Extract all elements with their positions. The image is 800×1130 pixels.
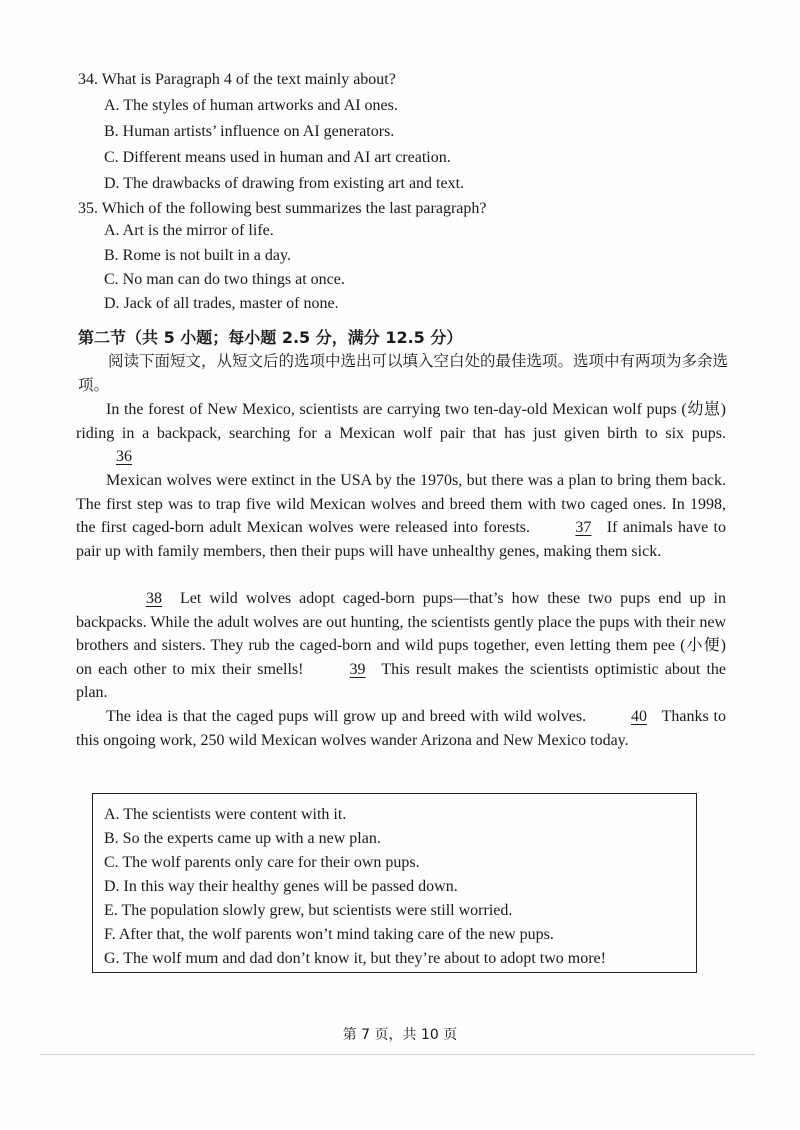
choice-b: B. So the experts came up with a new plan.: [104, 830, 381, 847]
choice-c: C. The wolf parents only care for their own pups.: [104, 854, 420, 871]
blank-36: 36: [116, 448, 132, 466]
passage-text: In the forest of New Mexico, scientists are carrying two ten-day-old Mexican wolf pups (幼崽) riding in a backpack, searching for a Mexican wolf pair that has just given birth to six pups.: [76, 401, 726, 442]
question-35-option-d: D. Jack of all trades, master of none.: [104, 295, 339, 312]
question-34-option-c: C. Different means used in human and AI art creation.: [104, 149, 451, 166]
passage-paragraph-4: [76, 705, 726, 752]
passage-paragraph-1: [76, 398, 726, 469]
choice-e: E. The population slowly grew, but scientists were still worried.: [104, 902, 513, 919]
choice-f: F. After that, the wolf parents won’t mind taking care of the new pups.: [104, 926, 554, 943]
passage-text: Let wild wolves adopt caged-born pups—that’s how these two pups end up in backpacks. While the adult wolves are out hunting, the scientists gently place the pups with their new brothers and sisters. They rub the caged-born and wild pups together, even letting them pee (小便) on each other to mix their smells!: [76, 590, 726, 678]
passage-text: This result makes the scientists optimistic about the plan.: [76, 660, 726, 702]
question-35-option-b: B. Rome is not built in a day.: [104, 247, 291, 264]
footer-divider: [40, 1054, 755, 1055]
question-34-option-b: B. Human artists’ influence on AI generators.: [104, 123, 395, 140]
section-instruction: 阅读下面短文，从短文后的选项中选出可以填入空白处的最佳选项。选项中有两项为多余选项。: [78, 352, 729, 394]
question-35-option-c: C. No man can do two things at once.: [104, 271, 345, 288]
blank-40: 40: [631, 708, 647, 725]
passage-text: Thanks to this ongoing work, 250 wild Mexican wolves wander Arizona and New Mexico today.: [76, 708, 727, 749]
passage-paragraph-2: [76, 469, 726, 563]
choice-g: G. The wolf mum and dad don’t know it, but they’re about to adopt two more!: [104, 950, 606, 967]
passage-text: If animals have to pair up with family members, then their pups will have unhealthy genes, making them sick.: [76, 519, 726, 560]
page-footer: 第 7 页，共 10 页: [342, 1027, 458, 1043]
question-35-stem: 35. Which of the following best summarizes the last paragraph?: [78, 200, 487, 217]
passage-paragraph-3: [76, 587, 726, 705]
choice-d: D. In this way their healthy genes will be passed down.: [104, 878, 458, 895]
blank-39: 39: [349, 660, 366, 678]
blank-38: 38: [146, 590, 162, 607]
passage-text: The idea is that the caged pups will grow up and breed with wild wolves.: [106, 708, 591, 725]
question-34-option-a: A. The styles of human artworks and AI ones.: [104, 97, 398, 114]
blank-37: 37: [575, 519, 592, 537]
section-heading: 第二节（共 5 小题；每小题 2.5 分，满分 12.5 分）: [78, 328, 463, 347]
question-35-option-a: A. Art is the mirror of life.: [104, 222, 274, 239]
passage-text: Mexican wolves were extinct in the USA by the 1970s, but there was a plan to bring them back. The first step was to trap five wild Mexican wolves and breed them with two caged ones. In 1998, the first caged-born adult Mexican wolves were released into forests.: [76, 472, 726, 537]
question-34-stem: 34. What is Paragraph 4 of the text mainly about?: [78, 71, 396, 88]
choice-a: A. The scientists were content with it.: [104, 806, 347, 823]
question-34-option-d: D. The drawbacks of drawing from existing art and text.: [104, 175, 465, 192]
